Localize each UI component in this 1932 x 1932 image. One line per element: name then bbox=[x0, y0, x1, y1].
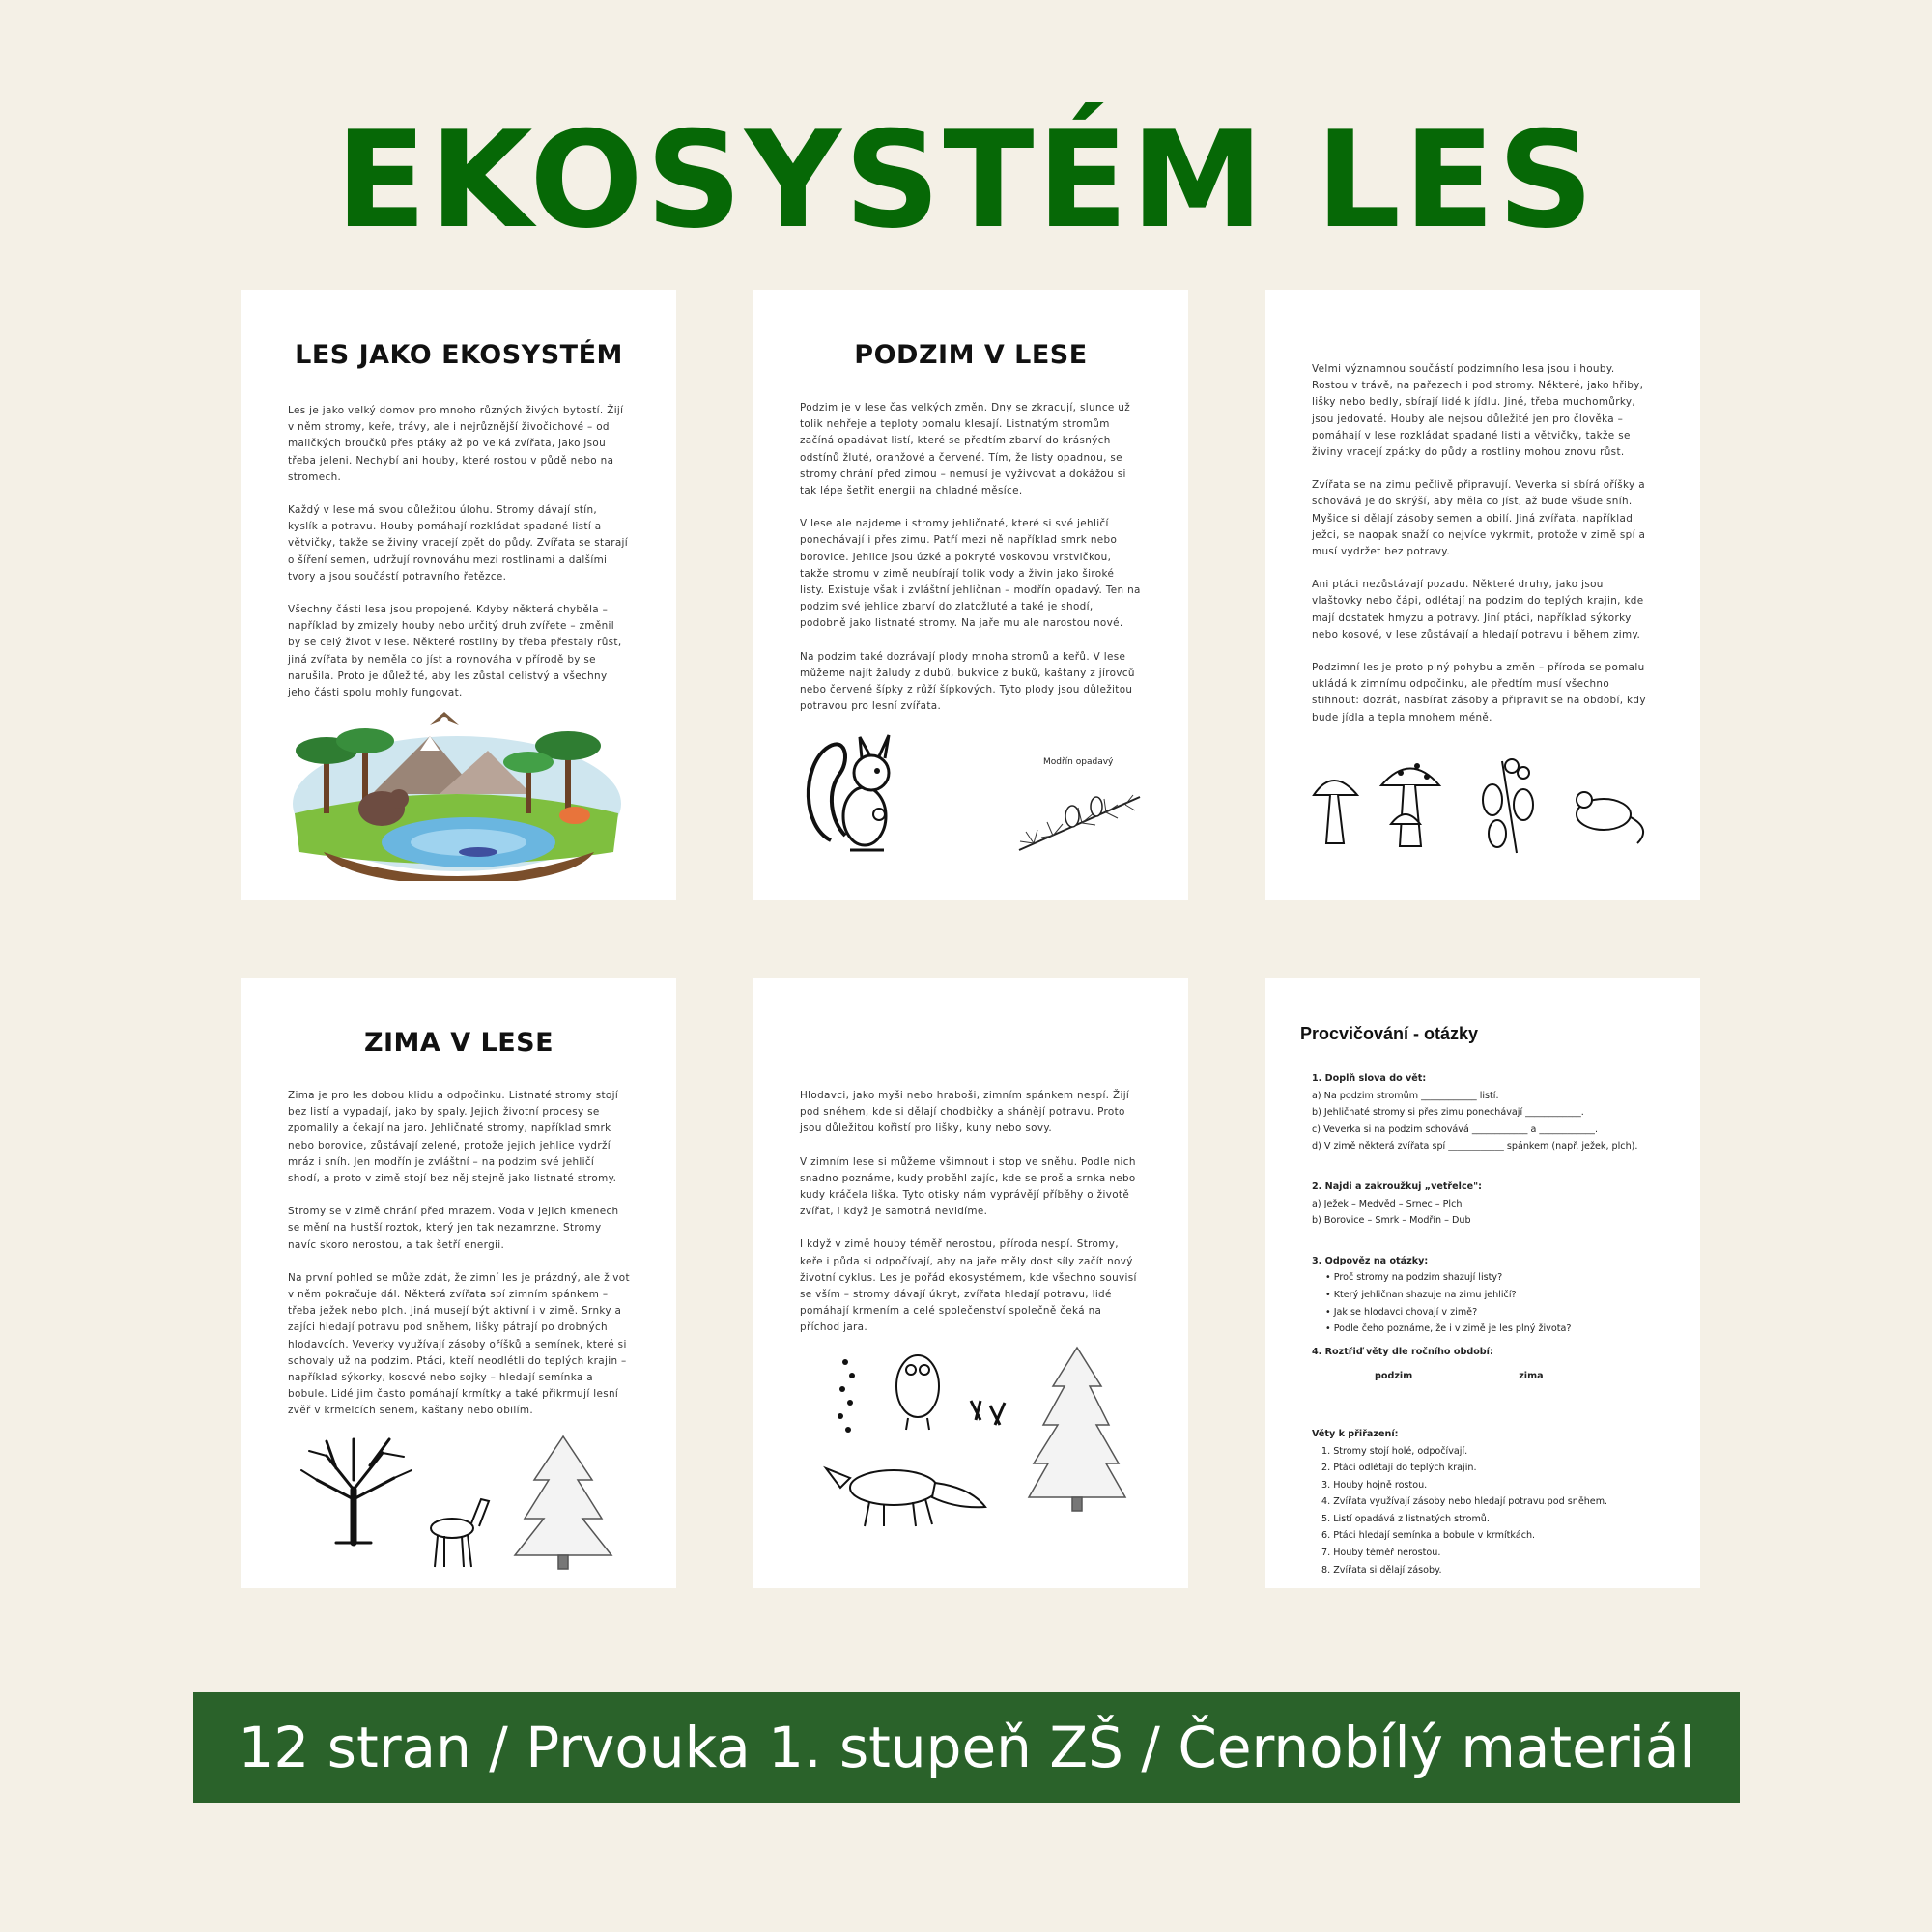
paragraph: Na podzim také dozrávají plody mnoha stromů a keřů. V lese můžeme najít žaludy z dubů, bukvice z buků, kaštany z jírovců nebo červené šípky z růží šípkových. Tyto plody jsou důležitou potravou pro lesní zvířata. bbox=[800, 650, 1135, 713]
page-podzim-houby bbox=[1265, 290, 1700, 900]
column-podzim: podzim bbox=[1375, 1371, 1413, 1382]
fill-in-item: c) Veverka si na podzim schovává ____________ a ____________. bbox=[1312, 1123, 1599, 1135]
paragraph: V lese ale najdeme i stromy jehličnaté, které si své jehličí ponechávají i přes zimu. Patří mezi ně například smrk nebo borovice. Jehlice jsou úzké a pokryté voskovou vrstvičkou, takže stromu v zimě neubírají tolik vody a živin jako široké listy. Existuje však i zvláštní jehličnan – modřín opadavý. Ten na podzim své jehlice zbarví do zlatožluté a také je shodí, podobně jako listnaté stromy. Na jaře mu ale narostou nové. bbox=[800, 518, 1141, 630]
sentence-item: 1. Stromy stojí holé, odpočívají. bbox=[1321, 1445, 1468, 1457]
larch-caption: Modřín opadavý bbox=[1043, 757, 1114, 767]
paragraph: Na první pohled se může zdát, že zimní les je prázdný, ale život v něm pokračuje dál. Některá zvířata spí zimním spánkem – třeba ježek nebo plch. Jiná musejí být aktivní i v zimě. Srnky a zajíci hledají potravu pod sněhem, lišky pátrají po drobných hlodavcích. Veverky využívají zásoby oříšků a semínek, které si schovaly už na podzim. Ptáci, kteří neodlétli do teplých krajin – například sýkorky, kosové nebo sojky – hledají semínka a bobule. Lidé jim často pomáhají krmítky a také přikrmují lesní zvěř v krmelcích senem, kaštany nebo obilím. bbox=[288, 1271, 630, 1417]
mushroom-icon bbox=[1314, 781, 1357, 843]
snowy-spruce-icon bbox=[515, 1436, 611, 1569]
quiz-title: Procvičování - otázky bbox=[1300, 1024, 1479, 1043]
fill-in-item: d) V zimě některá zvířata spí ____________ spánkem (např. ježek, plch). bbox=[1312, 1141, 1638, 1152]
forest-ecosystem-illustration bbox=[285, 707, 628, 881]
question-item: • Proč stromy na podzim shazují listy? bbox=[1325, 1272, 1503, 1284]
snowy-spruce-icon bbox=[1029, 1348, 1125, 1511]
sentence-item: 7. Houby téměř nerostou. bbox=[1321, 1548, 1441, 1559]
sentence-item: 4. Zvířata využívají zásoby nebo hledají potravu pod sněhem. bbox=[1321, 1496, 1608, 1508]
deer-icon bbox=[431, 1499, 489, 1567]
question-item: • Podle čeho poznáme, že i v zimě je les plný života? bbox=[1325, 1323, 1572, 1335]
fly-agaric-icon bbox=[1381, 763, 1439, 846]
column-zima: zima bbox=[1519, 1371, 1544, 1382]
paragraph: Zvířata se na zimu pečlivě připravují. Veverka si sbírá oříšky a schovává je do skrýší, aby měla co jíst, až bude všude sníh. Myšice si dělají zásoby semen a obilí. Jiná zvířata, například ježci, se naopak snaží co nejvíce vykrmit, protože v zimě spí a musí vydržet bez potravy. bbox=[1312, 479, 1646, 558]
question-heading: 3. Odpověz na otázky: bbox=[1312, 1255, 1429, 1266]
paragraph: Velmi významnou součástí podzimního lesa jsou i houby. Rostou v trávě, na pařezech i pod stromy. Některé, jako hřiby, lišky nebo bedly, sbírají lidé k jídlu. Jiné, třeba muchomůrky, jsou jedovaté. Houby ale nejsou důležité jen pro člověka – pomáhají v lese rozkládat spadané listí a větvičky, takže se živiny vracejí zpátky do půdy a rostliny mohou znovu růst. bbox=[1312, 363, 1644, 459]
page-quiz bbox=[1265, 978, 1700, 1588]
sentence-item: 5. Listí opadává z listnatých stromů. bbox=[1321, 1513, 1490, 1524]
paragraph: I když v zimě houby téměř nerostou, příroda nespí. Stromy, keře i půda si odpočívají, aby na jaře měly dost síly začít nový životní cyklus. Les je pořád ekosystémem, kde všechno souvisí se vším – stromy dávají úkryt, zvířata hledají potravu, lidé pomáhají krmením a celé společenství společně čeká na příchod jara. bbox=[800, 1238, 1137, 1334]
bare-tree-icon bbox=[301, 1439, 412, 1543]
page-text bbox=[288, 403, 630, 718]
paragraph: Hlodavci, jako myši nebo hraboši, zimním spánkem nespí. Žijí pod sněhem, kde si dělají chodbičky a shánějí potravu. Proto jsou důležitou kořistí pro lišky, kuny nebo sovy. bbox=[800, 1090, 1130, 1135]
rosehip-branch-icon bbox=[1483, 759, 1533, 853]
page-podzim-v-lese bbox=[753, 290, 1188, 900]
squirrel-illustration bbox=[802, 729, 908, 855]
season-columns bbox=[1312, 1368, 1671, 1385]
bird-tracks-icon bbox=[971, 1401, 1005, 1425]
paragraph: Podzimní les je proto plný pohybu a změn – příroda se pomalu ukládá k zimnímu odpočinku, ale předtím musí všechno stihnout: dozrát, nasbírat zásoby a připravit se na období, kdy bude jídla a tepla mnohem méně. bbox=[1312, 662, 1646, 724]
question-item: • Který jehličnan shazuje na zimu jehličí? bbox=[1325, 1289, 1517, 1300]
footer-banner: 12 stran / Prvouka 1. stupeň ZŠ / Černobílý materiál bbox=[193, 1692, 1740, 1803]
sentence-item: 2. Ptáci odlétají do teplých krajin. bbox=[1321, 1463, 1477, 1474]
sentence-item: 6. Ptáci hledají semínka a bobule v krmítkách. bbox=[1321, 1530, 1536, 1542]
question-heading: 2. Najdi a zakroužkuj „vetřelce": bbox=[1312, 1180, 1482, 1192]
page-title: ZIMA V LESE bbox=[363, 1028, 554, 1058]
winter-trees-deer-illustration bbox=[298, 1432, 626, 1577]
page-title: LES JAKO EKOSYSTÉM bbox=[295, 340, 623, 370]
page-zima-v-lese bbox=[242, 978, 676, 1588]
paragraph: V zimním lese si můžeme všimnout i stop ve sněhu. Podle nich snadno poznáme, kudy proběhl zajíc, kde se prošla srnka nebo kudy kráčela liška. Tyto otisky nám vyprávějí příběhy o životě zvířat, i když je samotná nevidíme. bbox=[800, 1155, 1136, 1218]
paragraph: Zima je pro les dobou klidu a odpočinku. Listnaté stromy stojí bez listí a vypadají, jako by spaly. Jejich životní procesy se zpomalily a čekají na jaro. Jehličnaté stromy, například smrk nebo borovice, zůstávají zelené, protože jejich jehlice vydrží mráz i sníh. Jen modřín je zvláštní – na podzim své jehličí shodí, a proto v zimě stojí bez něj stejně jako listnaté stromy. bbox=[288, 1090, 619, 1185]
page-text bbox=[800, 1088, 1142, 1353]
quiz-content bbox=[1312, 1065, 1671, 1578]
sentence-item: 8. Zvířata si dělají zásoby. bbox=[1321, 1564, 1442, 1576]
paragraph: Les je jako velký domov pro mnoho různých živých bytostí. Žijí v něm stromy, keře, trávy, ale i nejrůznější živočichové – od maličkých broučků přes ptáky až po velká zvířata, jako jsou třeba jeleni. Nechybí ani houby, které rostou v půdě nebo na stromech. bbox=[288, 405, 624, 483]
page-les-jako-ekosystem bbox=[242, 290, 676, 900]
odd-one-out-item: b) Borovice – Smrk – Modřín – Dub bbox=[1312, 1215, 1471, 1227]
fill-in-item: a) Na podzim stromům ____________ listí. bbox=[1312, 1090, 1499, 1101]
page-title: PODZIM V LESE bbox=[854, 340, 1088, 370]
owl-icon bbox=[896, 1355, 939, 1430]
question-item: • Jak se hlodavci chovají v zimě? bbox=[1325, 1306, 1478, 1318]
paragraph: Všechny části lesa jsou propojené. Kdyby některá chyběla – například by zmizely houby nebo určitý druh zvířete – změnil by se celý život v lese. Některé rostliny by třeba přestaly růst, jiná zvířata by neměla co jíst a rovnováha v přírodě by se narušila. Proto je důležité, aby les zůstal celistvý a všechny jeho části spolu mohly fungovat. bbox=[288, 604, 622, 699]
winter-animals-illustration bbox=[802, 1343, 1150, 1536]
paragraph: Každý v lese má svou důležitou úlohu. Stromy dávají stín, kyslík a potravu. Houby pomáhají rozkládat spadané listí a větvičky, takže se živiny vracejí zpět do půdy. Zvířata se starají o šíření semen, udržují rovnováhu mezi rostlinami a dalšími tvory a jsou součástí potravního řetězce. bbox=[288, 504, 629, 582]
paragraph: Ani ptáci nezůstávají pozadu. Některé druhy, jako jsou vlaštovky nebo čápi, odlétají na podzim do teplých krajin, kde mají dostatek hmyzu a potravy. Jiní ptáci, například sýkorky nebo kosové, v lese zůstávají a hledají potravu i během zimy. bbox=[1312, 579, 1644, 640]
page-text bbox=[288, 1088, 630, 1436]
question-heading: 4. Roztřiď věty dle ročního období: bbox=[1312, 1346, 1493, 1357]
fox-icon bbox=[826, 1468, 985, 1526]
main-title: EKOSYSTÉM LES bbox=[335, 102, 1597, 258]
mouse-icon bbox=[1577, 792, 1643, 843]
page-text bbox=[800, 400, 1142, 731]
page-zima-hlodavci bbox=[753, 978, 1188, 1588]
fill-in-item: b) Jehličnaté stromy si přes zimu ponechávají ____________. bbox=[1312, 1107, 1584, 1119]
larch-branch-illustration bbox=[1014, 778, 1145, 855]
odd-one-out-item: a) Ježek – Medvěd – Srnec – Plch bbox=[1312, 1198, 1463, 1209]
page-text bbox=[1312, 361, 1654, 743]
mushrooms-rosehip-mouse-illustration bbox=[1309, 752, 1657, 858]
sentences-heading: Věty k přiřazení: bbox=[1312, 1428, 1399, 1439]
paragraph: Podzim je v lese čas velkých změn. Dny se zkracují, slunce už tolik nehřeje a teploty pomalu klesají. Listnatým stromům začíná opadávat listí, které se předtím zbarví do krásných odstínů žluté, oranžové a červené. Tím, že listy opadnou, se stromy chrání před zimou – nemusí je vyživovat a dokážou si tak lépe šetřit energii na chladné měsíce. bbox=[800, 402, 1131, 497]
animal-tracks-icon bbox=[838, 1359, 855, 1433]
paragraph: Stromy se v zimě chrání před mrazem. Voda v jejich kmenech se mění na hustší roztok, který jen tak nezamrzne. Stromy navíc skoro nerostou, a tak šetří energii. bbox=[288, 1206, 619, 1251]
question-heading: 1. Doplň slova do vět: bbox=[1312, 1073, 1427, 1084]
sentence-item: 3. Houby hojně rostou. bbox=[1321, 1479, 1428, 1491]
